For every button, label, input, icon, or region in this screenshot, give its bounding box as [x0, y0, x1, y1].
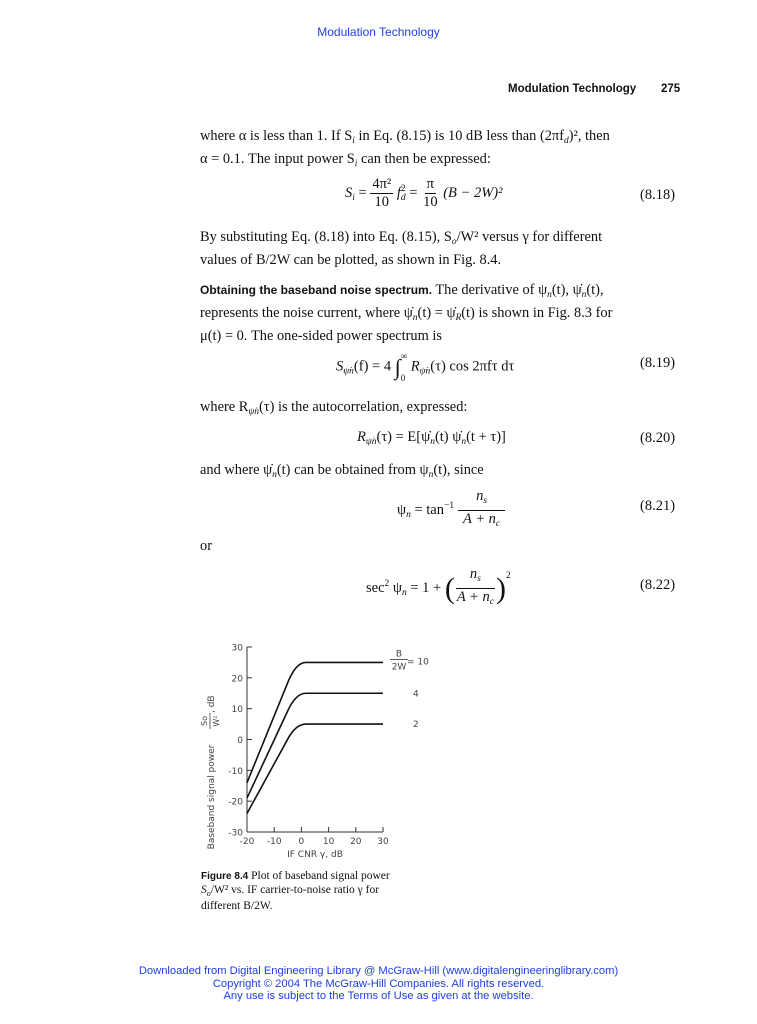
legend-title-denominator: 2W: [391, 662, 407, 673]
y-tick-label: -30: [228, 828, 243, 839]
x-tick-label: 20: [350, 837, 362, 847]
x-tick-label: 0: [298, 837, 305, 847]
x-tick-label: -20: [239, 837, 255, 847]
footer-download-link[interactable]: Downloaded from Digital Engineering Library @ McGraw-Hill (www.digitalengineeringlibrary.com): [138, 965, 619, 977]
equation-8-19: $S_{\psi̇n}(f) = 4$ ∫ ∞ 0 $R_{\psi̇n}(\tau)$ cos 2πfτ dτ: [336, 351, 515, 383]
paragraph-5: and where $\psi̇_n(t)$ can be obtained from $\psi_n(t)$, since: [200, 462, 484, 480]
y-tick-label: 20: [231, 674, 243, 685]
equation-8-20: $R_{\psi̇n}(\tau)$ = $E[\psi̇_n(t)$ $\psi̇_n(t + \tau)$]: [357, 429, 506, 447]
x-tick-label: 30: [377, 837, 389, 847]
paragraph-1: where α is less than 1. If $S_i$ in Eq. (8.15) is 10 dB less than $(2\pi f_d)^2$, then α = 0.1. The input power $S_i$ can then be expressed:: [200, 128, 610, 169]
y-axis-label: Baseband signal power: [207, 744, 217, 850]
y-axis-label-fraction-denominator: W²: [212, 715, 221, 727]
x-tick-label: 10: [322, 837, 335, 847]
equation-number-8-20: (8.20): [640, 430, 676, 446]
figure-label: Figure 8.4: [201, 871, 249, 882]
or-text: or: [200, 538, 212, 554]
legend-title-numerator: B: [395, 649, 403, 660]
running-head-title: Modulation Technology: [508, 83, 637, 95]
series-line-2: [247, 724, 383, 813]
y-axis-label-fraction-numerator: So: [200, 716, 209, 726]
equation-8-18: $S_i$ = $\frac{\text{4π²}}{10}$ f 2 d = $\frac{\pi}{10}$ (B − 2W)²: [345, 176, 503, 210]
figure-8-4-chart: [195, 635, 445, 865]
paragraph-3: Obtaining the baseband noise spectrum. The derivative of $\psi_n(t)$, $\psi̇_n(t)$, represents the noise current, where $\psi̇_n(t)$ = $\psi̇_R(t)$ is shown in Fig. 8.3 for μ(t) = 0. The one-sided power spectrum is: [200, 282, 613, 344]
y-tick-label: -10: [228, 766, 243, 777]
equation-number-8-21: (8.21): [640, 498, 676, 514]
y-tick-label: 0: [237, 736, 243, 746]
paragraph-4: where $R_{\psi̇n}(\tau)$ is the autocorrelation, expressed:: [200, 399, 468, 417]
series-label-10: = 10: [407, 657, 429, 668]
series-line-4: [247, 693, 383, 798]
equation-number-8-19: (8.19): [640, 355, 676, 371]
y-tick-label: 30: [231, 643, 243, 654]
series-label-2: 2: [413, 720, 419, 731]
series-line-10: [247, 662, 383, 782]
equation-number-8-18: (8.18): [640, 187, 676, 203]
equation-number-8-22: (8.22): [640, 577, 676, 593]
equation-8-21: $\psi_n = \tan^{-1}$ $\frac{n_s}{A + n_c}$: [397, 488, 505, 533]
equation-8-22: $\sec^2 \psi_n = 1$ + ( $\frac{n_s}{A + n_c}$ )$^2$: [366, 566, 511, 607]
paragraph-2: By substituting Eq. (8.18) into Eq. (8.15), $S_o/W^2$ versus γ for different values of B/2W can be plotted, as shown in Fig. 8.4.: [200, 229, 603, 268]
chart-axes: [247, 647, 383, 832]
series-label-4: 4: [413, 689, 419, 700]
y-tick-label: 10: [231, 705, 243, 716]
y-axis-label-suffix: , dB: [207, 695, 217, 713]
x-axis-label: IF CNR γ, dB: [287, 850, 343, 860]
figure-caption: Figure 8.4 Plot of baseband signal power $S_o/W^2$ vs. IF carrier-to-noise ratio γ for different B/2W.: [201, 870, 390, 912]
section-heading: Obtaining the baseband noise spectrum.: [200, 283, 433, 297]
footer-terms[interactable]: Any use is subject to the Terms of Use as given at the website.: [223, 990, 534, 1002]
chart-series: [247, 662, 383, 813]
footer-copyright: Copyright © 2004 The McGraw-Hill Companies. All rights reserved.: [212, 977, 545, 990]
top-chapter-link[interactable]: Modulation Technology: [317, 25, 440, 39]
x-tick-label: -10: [266, 837, 282, 847]
page-number: 275: [661, 83, 681, 95]
footer: [0, 965, 757, 1003]
chart-labels: [200, 644, 429, 861]
y-tick-label: -20: [228, 797, 243, 808]
